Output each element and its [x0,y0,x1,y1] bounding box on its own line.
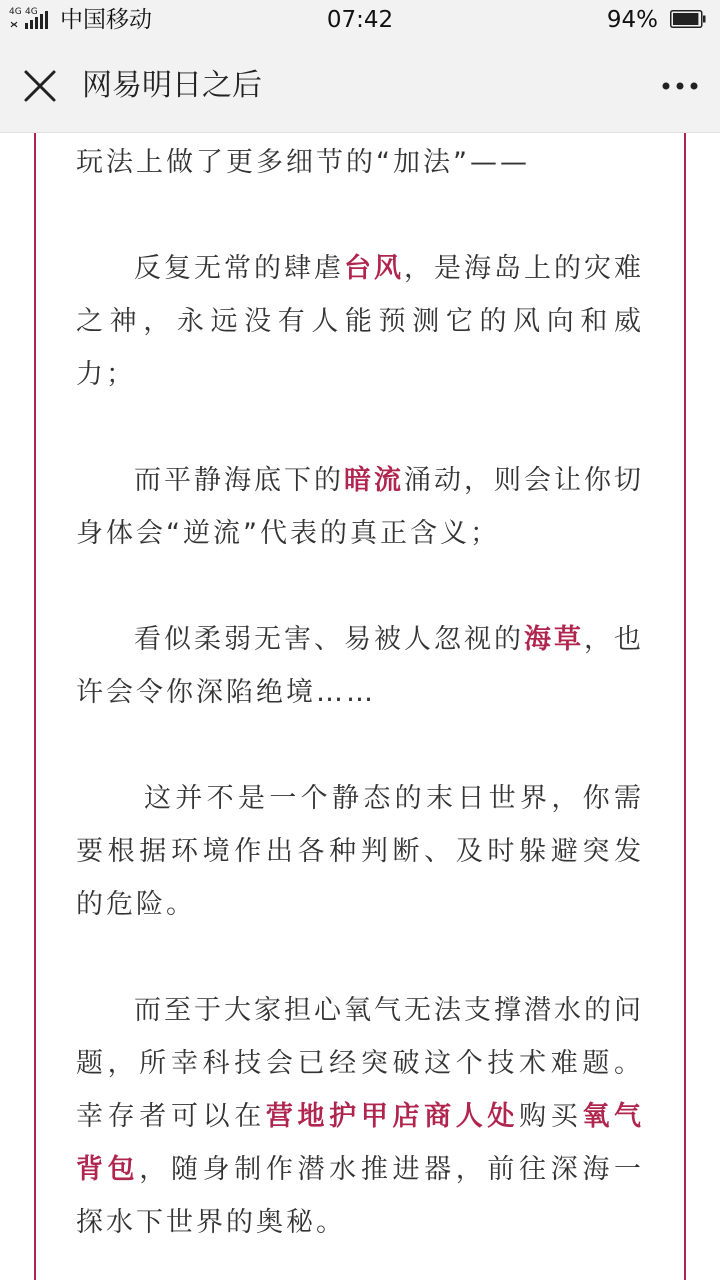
highlight-oxygen-pack: 氧气背包 [76,1101,645,1185]
frame-border-right [684,133,686,1280]
paragraph-dynamic-world [76,772,644,931]
paragraph-text: ，也许会令你深陷绝境…… [76,624,644,708]
network-type-2: 4G [25,7,38,17]
paragraph-text: 这并不是一个静态的末日世界，你需要根据环境作出各种判断、及时躲避突发的危险。 [76,783,644,920]
paragraph [76,136,644,189]
paragraph-text: 看似柔弱无害、易被人忽视的 [134,624,524,655]
article-content [0,133,720,1280]
paragraph-text: 购买 [519,1101,583,1132]
more-options-button[interactable] [658,64,702,108]
paragraph-typhoon [76,242,644,401]
article-body [76,136,644,1249]
highlight-seaweed: 海草 [524,624,584,655]
paragraph-text: ，是海岛上的灾难之神，永远没有人能预测它的风向和威力； [76,253,644,390]
battery-icon [670,10,706,28]
frame-border-left [34,133,36,1280]
paragraph-text: 而平静海底下的 [134,465,344,496]
clock: 07:42 [326,7,394,33]
paragraph-text: 玩法上做了更多细节的“加法”—— [76,147,530,178]
paragraph-text: 涌动，则会让你切身体会“逆流”代表的真正含义； [76,465,644,549]
nav-bar [0,40,720,133]
highlight-typhoon: 台风 [344,253,404,284]
paragraph-seaweed [76,613,644,719]
status-bar [0,0,720,40]
highlight-camp-armor-merchant: 营地护甲店商人处 [265,1101,520,1132]
battery-percent: 94% [606,7,658,33]
page-title: 网易明日之后 [82,68,262,103]
paragraph-undercurrent [76,454,644,560]
paragraph-text: 而至于大家担心氧气无法支撑潜水的问题，所幸科技会已经突破这个技术难题。幸存者可以在 [76,995,644,1132]
paragraph-text: ，随身制作潜水推进器，前往深海一探水下世界的奥秘。 [76,1154,645,1238]
paragraph-oxygen [76,984,644,1249]
carrier-name: 中国移动 [60,7,152,33]
close-button[interactable] [18,64,62,108]
paragraph-text: 反复无常的肆虐 [134,253,344,284]
network-type-1: 4G [9,7,22,17]
highlight-undercurrent: 暗流 [344,465,404,496]
